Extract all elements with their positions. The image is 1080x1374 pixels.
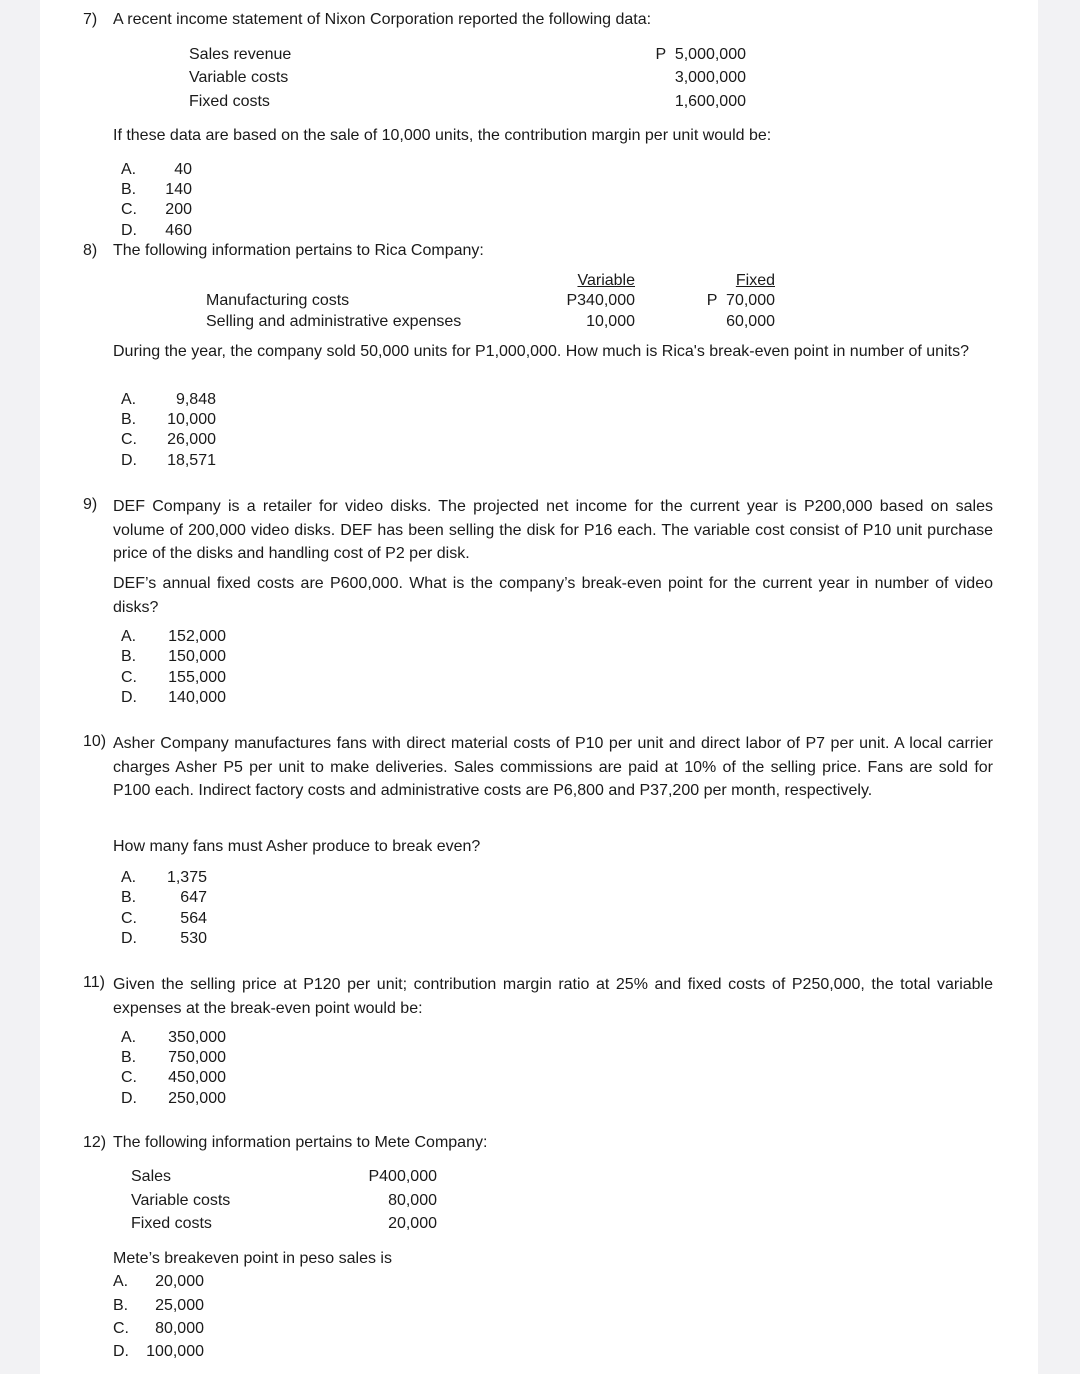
q8-stem: The following information pertains to Rica Company: xyxy=(113,242,484,259)
q9-option-letter: C. xyxy=(121,669,137,686)
q8-row-variable: 10,000 xyxy=(586,313,635,330)
q9-option-letter: D. xyxy=(121,689,137,706)
document-page xyxy=(40,0,1038,1374)
q8-header-fixed: Fixed xyxy=(735,272,775,289)
q12-option-value: 20,000 xyxy=(155,1273,204,1290)
q8-row-variable: P340,000 xyxy=(566,292,635,309)
q10-question: How many fans must Asher produce to break even? xyxy=(113,838,481,855)
q8-row-fixed: P 70,000 xyxy=(706,292,775,309)
q12-row-label: Variable costs xyxy=(131,1192,231,1209)
q10-option-letter: C. xyxy=(121,910,137,927)
q11-option-value: 250,000 xyxy=(168,1090,226,1107)
q10-option-letter: A. xyxy=(121,869,137,886)
q8-header-variable: Variable xyxy=(577,272,635,289)
q12-option-letter: A. xyxy=(113,1273,129,1290)
q7-option-letter: B. xyxy=(121,181,137,198)
q12-stem: The following information pertains to Mete Company: xyxy=(113,1134,488,1151)
q8-option-letter: A. xyxy=(121,391,137,408)
q8-option-value: 26,000 xyxy=(167,431,216,448)
q8-question: During the year, the company sold 50,000 units for P1,000,000. How much is Rica's break-even point in number of units? xyxy=(113,343,969,360)
q12-option-value: 100,000 xyxy=(146,1343,204,1360)
q8-option-letter: B. xyxy=(121,411,137,428)
q12-row-value: P400,000 xyxy=(368,1168,437,1185)
q7-row-value: 1,600,000 xyxy=(674,93,746,110)
q8-row-label: Manufacturing costs xyxy=(206,292,350,309)
q7-row-label: Fixed costs xyxy=(189,93,270,110)
q12-option-letter: C. xyxy=(113,1320,129,1337)
q8-option-value: 10,000 xyxy=(167,411,216,428)
q7-row-value: P 5,000,000 xyxy=(655,46,746,63)
q8-row-fixed: 60,000 xyxy=(726,313,775,330)
q9-stem: DEF Company is a retailer for video disks. The projected net income for the current year is P200,000 based on sales volume of 200,000 video disks. DEF has been selling the disk for P16 each. The variable cost consist of P10 unit purchase price of the disks and handling cost of P2 per disk. xyxy=(113,498,993,562)
q10-option-value: 647 xyxy=(180,889,207,906)
q8-option-value: 18,571 xyxy=(167,452,216,469)
q10-option-value: 1,375 xyxy=(166,869,207,886)
q11-number: 11) xyxy=(83,974,105,991)
q12-row-label: Sales xyxy=(131,1168,172,1185)
q8-option-letter: D. xyxy=(121,452,137,469)
q11-stem: Given the selling price at P120 per unit; contribution margin ratio at 25% and fixed costs of P250,000, the total variable expenses at the break-even point would be: xyxy=(113,976,993,1017)
q10-option-value: 530 xyxy=(180,930,207,947)
q9-option-value: 140,000 xyxy=(168,689,226,706)
q7-option-value: 200 xyxy=(165,201,192,218)
q12-row-value: 20,000 xyxy=(388,1215,437,1232)
q7-row-label: Variable costs xyxy=(189,69,289,86)
q11-option-value: 750,000 xyxy=(168,1049,226,1066)
q9-option-value: 155,000 xyxy=(168,669,226,686)
q9-option-value: 152,000 xyxy=(168,628,226,645)
q11-option-letter: A. xyxy=(121,1029,137,1046)
q12-number: 12) xyxy=(83,1134,107,1151)
q11-option-value: 450,000 xyxy=(168,1069,226,1086)
q11-option-letter: D. xyxy=(121,1090,137,1107)
q7-option-value: 140 xyxy=(165,181,192,198)
q7-row-label: Sales revenue xyxy=(189,46,292,63)
q8-number: 8) xyxy=(83,242,98,259)
q7-option-letter: C. xyxy=(121,201,137,218)
q12-option-letter: B. xyxy=(113,1297,129,1314)
q7-option-letter: D. xyxy=(121,222,137,239)
q10-number: 10) xyxy=(83,733,107,750)
q12-option-value: 80,000 xyxy=(155,1320,204,1337)
q10-option-letter: B. xyxy=(121,889,137,906)
q12-row-value: 80,000 xyxy=(388,1192,437,1209)
q7-row-value: 3,000,000 xyxy=(674,69,746,86)
q10-option-letter: D. xyxy=(121,930,137,947)
q12-row-label: Fixed costs xyxy=(131,1215,212,1232)
q11-option-letter: C. xyxy=(121,1069,137,1086)
q7-stem: A recent income statement of Nixon Corporation reported the following data: xyxy=(113,11,652,28)
q11-option-value: 350,000 xyxy=(168,1029,226,1046)
q7-option-letter: A. xyxy=(121,161,137,178)
q10-option-value: 564 xyxy=(180,910,207,927)
q7-question: If these data are based on the sale of 10,000 units, the contribution margin per unit would be: xyxy=(113,127,772,144)
q9-option-letter: A. xyxy=(121,628,137,645)
q8-option-value: 9,848 xyxy=(175,391,216,408)
q9-number: 9) xyxy=(83,496,98,513)
q9-question: DEF’s annual fixed costs are P600,000. What is the company’s break-even point for the current year in number of video disks? xyxy=(113,575,993,616)
q12-question: Mete’s breakeven point in peso sales is xyxy=(113,1250,392,1267)
q8-option-letter: C. xyxy=(121,431,137,448)
q11-option-letter: B. xyxy=(121,1049,137,1066)
q7-option-value: 40 xyxy=(174,161,192,178)
q9-option-letter: B. xyxy=(121,648,137,665)
q7-number: 7) xyxy=(83,11,98,28)
q12-option-value: 25,000 xyxy=(155,1297,204,1314)
q7-option-value: 460 xyxy=(165,222,192,239)
q10-stem: Asher Company manufactures fans with direct material costs of P10 per unit and direct labor of P7 per unit. A local carrier charges Asher P5 per unit to make deliveries. Sales commissions are paid at 10% of the selling price. Fans are sold for P100 each. Indirect factory costs and administrative costs are P6,800 and P37,200 per month, respectively. xyxy=(113,735,993,799)
q9-option-value: 150,000 xyxy=(168,648,226,665)
q8-row-label: Selling and administrative expenses xyxy=(206,313,462,330)
q12-option-letter: D. xyxy=(113,1343,129,1360)
